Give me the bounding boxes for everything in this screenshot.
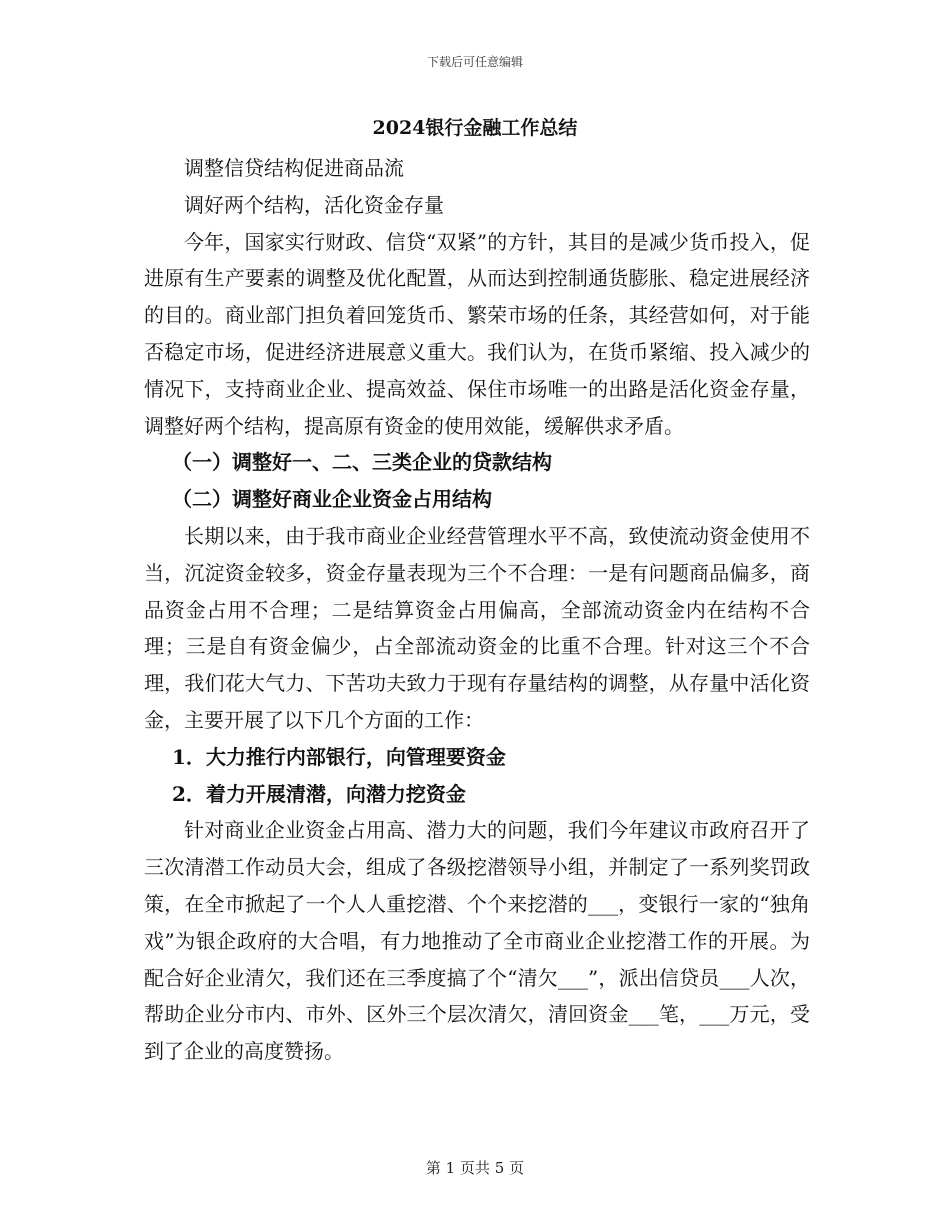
- document-body: [144, 150, 810, 1070]
- paragraph-3: 针对商业企业资金占用高、潜力大的问题，我们今年建议市政府召开了三次清潜工作动员大会，组成了各级挖潜领导小组，并制定了一系列奖罚政策，在全市掀起了一个人人重挖潜、个个来挖潜的___，变银行一家的“独角戏”为银企政府的大合唱，有力地推动了全市商业企业挖潜工作的开展。为配合好企业清欠，我们还在三季度搞了个“清欠___”，派出信贷员___人次，帮助企业分市内、市外、区外三个层次清欠，清回资金___笔，___万元，受到了企业的高度赞扬。: [144, 818, 810, 1064]
- subtitle-line-2: 调好两个结构，活化资金存量: [184, 192, 444, 217]
- page-number-footer: 第 1 页共 5 页: [425, 1159, 525, 1177]
- section-heading-2: （二）调整好商业企业资金占用结构: [172, 487, 492, 512]
- section-heading-4: 2．着力开展清潜，向潜力挖资金: [172, 781, 466, 806]
- page-header-note: 下载后可任意编辑: [426, 55, 523, 69]
- section-heading-1: （一）调整好一、二、三类企业的贷款结构: [172, 450, 552, 475]
- section-heading-3: 1．大力推行内部银行，向管理要资金: [172, 744, 506, 769]
- document-title: 2024银行金融工作总结: [372, 117, 578, 139]
- paragraph-2: 长期以来，由于我市商业企业经营管理水平不高，致使流动资金使用不当，沉淀资金较多，资金存量表现为三个不合理：一是有问题商品偏多，商品资金占用不合理；二是结算资金占用偏高，全部流动资金内在结构不合理；三是自有资金偏少，占全部流动资金的比重不合理。针对这三个不合理，我们花大气力、下苦功夫致力于现有存量结构的调整，从存量中活化资金，主要开展了以下几个方面的工作：: [144, 523, 810, 732]
- subtitle-line-1: 调整信贷结构促进商品流: [184, 156, 404, 180]
- paragraph-1: 今年，国家实行财政、信贷“双紧”的方针，其目的是减少货币投入，促进原有生产要素的调整及优化配置，从而达到控制通货膨胀、稳定进展经济的目的。商业部门担负着回笼货币、繁荣市场的任条，其经营如何，对于能否稳定市场，促进经济进展意义重大。我们认为，在货币紧缩、投入减少的情况下，支持商业企业、提高效益、保住市场唯一的出路是活化资金存量，调整好两个结构，提高原有资金的使用效能，缓解供求矛盾。: [144, 229, 810, 438]
